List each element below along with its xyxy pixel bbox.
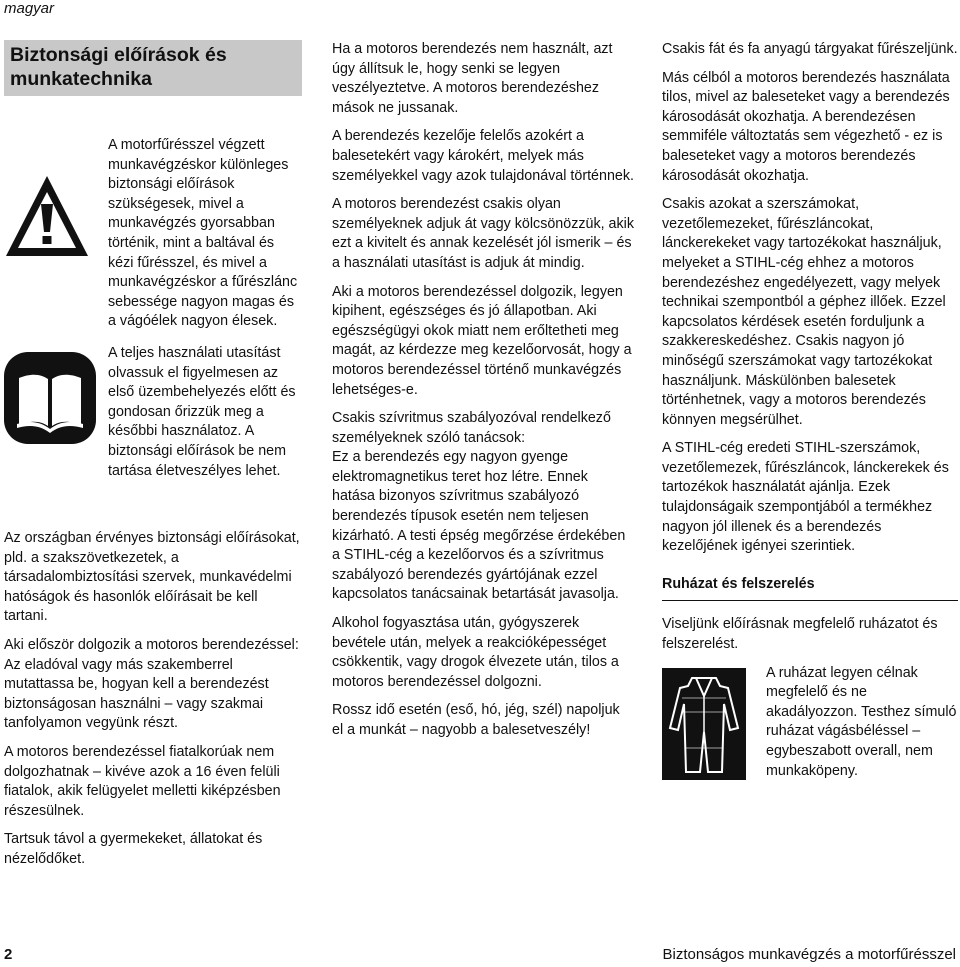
column-1	[4, 40, 302, 879]
clothing-text: A ruházat legyen célnak megfelelő és ne akadályozzon. Testhez símuló ruházat vágásbéléssel – egybeszabott overall, nem munkaköpeny.	[766, 664, 957, 779]
paragraph: Ez a berendezés egy nagyon gyenge elektromagnetikus teret hoz létre. Ennek hatása bizonyos szívritmus szabályozó berendezés típusok esetén nem teljesen kizárható. A testi épség megőrzése érdekében a STIHL-cég a kezelőorvos és a szívritmus szabályozó berendezés gyártójának ezzel kapcsolatos tanácsainak betartását javasolja.	[332, 449, 626, 603]
paragraph: Viseljünk előírásnak megfelelő ruházatot és felszerelést.	[662, 616, 938, 653]
protective-clothing-icon	[662, 668, 746, 787]
paragraph: Alkohol fogyasztása után, gyógyszerek bevétele után, melyek a reakcióképességet csökkentik, vagy drogok élvezete után, tilos a motoros berendezéssel dolgozni.	[332, 615, 619, 690]
page-number: 2	[4, 946, 13, 963]
column-2	[332, 40, 634, 750]
paragraph: Más célból a motoros berendezés használata tilos, mivel az baleseteket vagy a berendezés károsodását okozhatja. A berendezésen semmiféle változtatás sem végezhető - ez is baleseteket vagy a motoros berendezés károsodását okozhatja.	[662, 69, 950, 184]
clothing-block	[662, 664, 958, 782]
paragraph: Tartsuk távol a gyermekeket, állatokat és nézelődőket.	[4, 831, 263, 867]
paragraph: A STIHL-cég eredeti STIHL-szerszámok, vezetőlemezek, fűrészláncok, lánckerekek és tartozékok használatát ajánlja. Ezek tulajdonságaik szempontjából a termékhez nagyon jól illenek és a berendezés kezelőjének igényei szerintiek.	[662, 440, 949, 555]
warning-icon	[4, 174, 90, 265]
read-manual-icon	[4, 352, 96, 451]
section-title: Biztonsági előírások és munkatechnika	[4, 40, 302, 96]
warning-text: A motorfűrésszel végzett munkavégzéskor különleges biztonsági előírások szükségesek, mivel a munkavégzés gyorsabban történik, mint a baltával és kézi fűrésszel, és mivel a munkavégzéskor a fűrészlánc sebessége nagyon magas és a vágóélek nagyon élesek.	[108, 137, 298, 330]
paragraph: Aki a motoros berendezéssel dolgozik, legyen kipihent, egészséges és jó állapotban. Aki egészségügyi okok miatt nem erőltetheti meg magát, az kérdezze meg kezelőorvosát, hogy a motoros berendezéssel történő munkavégzés lehetséges-e.	[332, 283, 632, 398]
paragraph: Ha a motoros berendezés nem használt, azt úgy állítsuk le, hogy senki se legyen veszélyeztetve. A motoros berendezéshez mások ne jussanak.	[332, 41, 613, 116]
paragraph: A berendezés kezelője felelős azokért a balesetekért vagy károkért, melyek más személyekkel vagy azok tulajdonával történnek.	[332, 128, 634, 184]
footer-title: Biztonságos munkavégzés a motorfűrésszel	[662, 946, 956, 963]
paragraph: Csakis azokat a szerszámokat, vezetőlemezeket, fűrészláncokat, lánckerekeket vagy tartozékokat használjuk, melyeket a STIHL-cég ehhez a motoros berendezéshez engedélyezett, vagy melyek technikai szempontból a géphez illőek. Ezzel kapcsolatos kérdések esetén forduljunk a szakkereskedéshez. Csakis nagyon jó minőségű szerszámokat vagy tartozékokat használjunk. Máskülönben balesetek történhetnek, vagy a motoros berendezés könnyen megsérülhet.	[662, 196, 946, 428]
language-label: magyar	[4, 0, 55, 17]
column-3	[662, 40, 958, 790]
paragraph: Aki először dolgozik a motoros berendezéssel: Az eladóval vagy más szakemberrel mutattassa be, hogyan kell a berendezést biztonságosan használni – vagy szakmai tanfolyamon vegyünk részt.	[4, 636, 299, 732]
paragraph: A motoros berendezést csakis olyan személyeknek adjuk át vagy kölcsönözzük, akik ezt a kivitelt és annak kezelését jól ismerik – és a használati utasítást is adjuk át mindig.	[332, 196, 634, 271]
section-subheading: Ruházat és felszerelés	[662, 575, 958, 602]
manual-block	[4, 344, 302, 529]
paragraph: Csakis szívritmus szabályozóval rendelkező személyeknek szóló tanácsok:	[332, 410, 611, 446]
paragraph: Rossz idő esetén (eső, hó, jég, szél) napoljuk el a munkát – nagyobb a balesetveszély!	[332, 702, 620, 738]
paragraph: A motoros berendezéssel fiatalkorúak nem dolgozhatnak – kivéve azok a 16 éven felüli fiatalok, akik felügyelet melletti kiképzésben részesülnek.	[4, 743, 281, 819]
paragraph: Csakis fát és fa anyagú tárgyakat fűrészeljünk.	[662, 41, 958, 57]
warning-block	[4, 108, 302, 344]
paragraph: Az országban érvényes biztonsági előírásokat, pld. a szakszövetkezetek, a társadalombiztosítási szervek, munkavédelmi hatóságok és hasonlók előírásait be kell tartani.	[4, 530, 300, 625]
manual-text: A teljes használati utasítást olvassuk el figyelmesen az első üzembehelyezés előtt és gondosan őrizzük meg a későbbi használatoz. A biztonsági előírások be nem tartása életveszélyes lehet.	[108, 345, 296, 479]
